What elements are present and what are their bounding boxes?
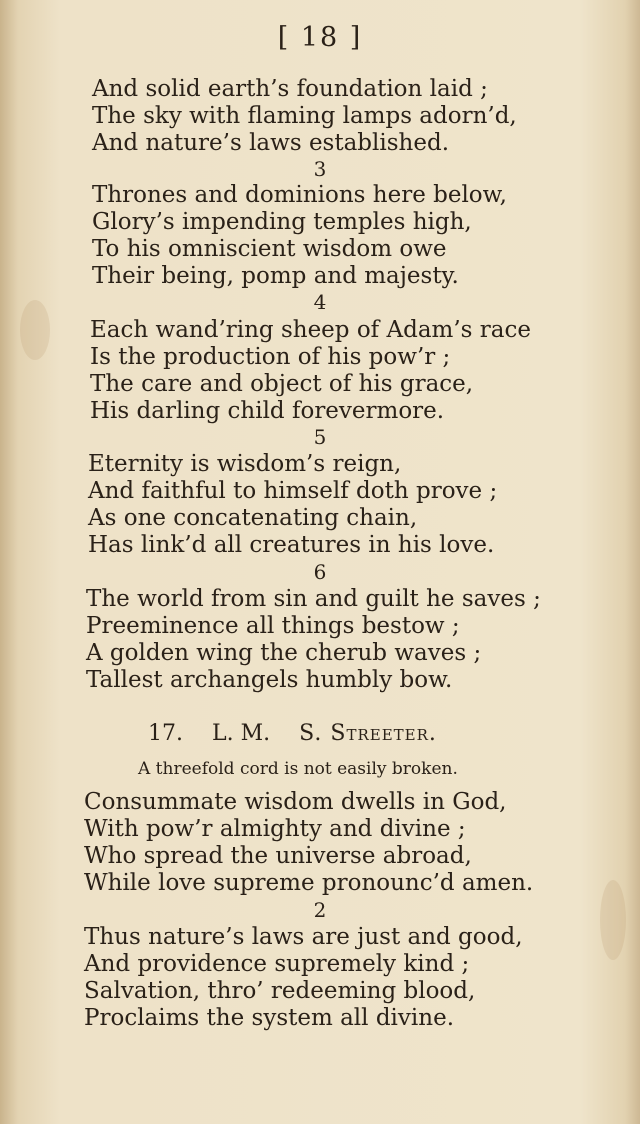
verse-line: As one concatenating chain, [88,505,418,531]
verse-line: Eternity is wisdom’s reign, [88,451,402,477]
verse-line: Tallest archangels humbly bow. [86,667,453,693]
stanza-number: 4 [313,290,327,314]
verse-line: With pow’r almighty and divine ; [84,816,466,842]
verse-line: Thrones and dominions here below, [92,182,507,208]
verse-line: His darling child forevermore. [90,398,445,424]
verse-line: To his omniscient wisdom owe [92,236,447,262]
verse-line: The care and object of his grace, [90,371,474,397]
hymn-motto: A threefold cord is not easily broken. [138,759,458,779]
verse-line: Salvation, thro’ redeeming blood, [84,978,476,1004]
verse-line: The world from sin and guilt he saves ; [86,586,541,612]
hymn-author: S. Streeter. [299,721,437,746]
stanza-number: 2 [313,898,327,922]
hymn-heading [148,721,459,746]
hymn-meter: L. M. [212,721,271,746]
verse-line: Preeminence all things bestow ; [86,613,460,639]
hymn-number: 17. [148,721,183,746]
stanza-number: 6 [313,560,327,584]
verse-line: And nature’s laws established. [92,130,450,156]
verse-line: The sky with flaming lamps adorn’d, [92,103,517,129]
verse-line: Consummate wisdom dwells in God, [84,789,507,815]
verse-line: Their being, pomp and majesty. [92,263,459,289]
verse-line [90,317,531,344]
verse-line: And faithful to himself doth prove ; [88,478,498,504]
verse-line: While love supreme pronounc’d amen. [84,870,534,896]
verse-line: Proclaims the system all divine. [84,1005,454,1031]
verse-line-text: Each wand’ring sheep of Adam’s race [90,317,531,343]
verse-line: Thus nature’s laws are just and good, [84,924,523,950]
stanza-number: 5 [313,425,327,449]
verse-line: A golden wing the cherub waves ; [86,640,482,666]
verse-line: And solid earth’s foundation laid ; [92,76,488,102]
verse-line: Has link’d all creatures in his love. [88,532,495,558]
verse-line: Glory’s impending temples high, [92,209,472,235]
page-number: [ 18 ] [277,22,363,53]
verse-line: Is the production of his pow’r ; [90,344,451,370]
verse-line: Who spread the universe abroad, [84,843,472,869]
verse-line: And providence supremely kind ; [84,951,470,977]
stanza-number: 3 [313,157,327,181]
